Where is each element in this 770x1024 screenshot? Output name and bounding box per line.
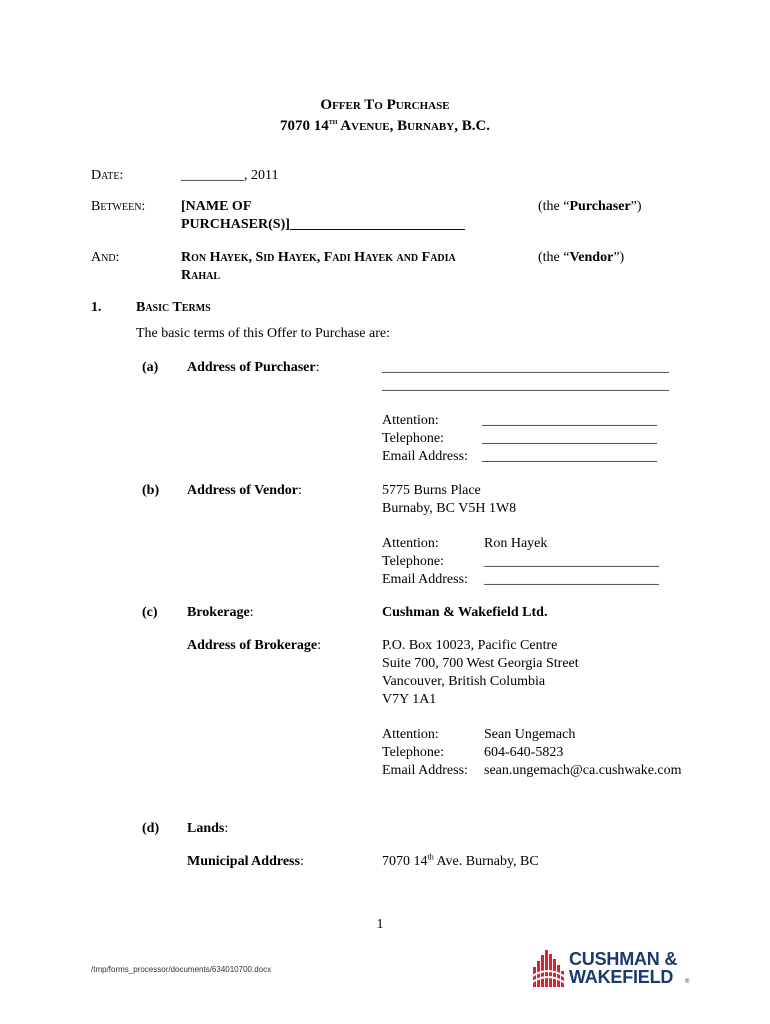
- vendor-attention-value: Ron Hayek: [484, 536, 548, 551]
- purchaser-role-pre: (the “: [538, 199, 570, 214]
- date-value: _________, 2011: [181, 168, 279, 183]
- brokerage-address-label: [187, 637, 321, 655]
- item-a-colon: :: [315, 360, 320, 375]
- brokerage-email-label: Email Address:: [382, 763, 468, 778]
- purchaser-attention-field[interactable]: _________________________: [482, 413, 657, 428]
- purchaser-role-term: Purchaser: [569, 199, 631, 214]
- item-c-label-text: Brokerage: [187, 605, 250, 620]
- municipal-number: 7070 14: [382, 854, 428, 869]
- brokerage-name: Cushman & Wakefield Ltd.: [382, 605, 548, 620]
- item-d-marker: (d): [142, 821, 160, 836]
- vendor-names-line2: Rahal: [181, 268, 221, 283]
- item-b-label: [187, 482, 302, 500]
- purchaser-address-line2[interactable]: _________________________________________: [382, 378, 669, 393]
- municipal-address-label-text: Municipal Address: [187, 854, 300, 869]
- logo-line2: WAKEFIELD: [569, 967, 674, 987]
- municipal-address-value: [382, 853, 539, 871]
- company-logo: [531, 947, 696, 989]
- item-b-marker: (b): [142, 483, 160, 498]
- municipal-rest: Ave. Burnaby, BC: [433, 854, 539, 869]
- document-subtitle: [0, 117, 770, 135]
- brokerage-telephone-value: 604-640-5823: [484, 745, 564, 760]
- vendor-role-pre: (the “: [538, 250, 570, 265]
- vendor-names-line1: Ron Hayek, Sid Hayek, Fadi Hayek and Fadia: [181, 250, 456, 265]
- subtitle-rest: Avenue, Burnaby, B.C.: [337, 118, 491, 134]
- item-b-label-text: Address of Vendor: [187, 483, 298, 498]
- brokerage-attention-label: Attention:: [382, 727, 439, 742]
- section-intro: The basic terms of this Offer to Purchase are:: [136, 326, 390, 341]
- item-a-label: [187, 359, 319, 377]
- purchaser-telephone-field[interactable]: _________________________: [482, 431, 657, 446]
- item-c-label: [187, 604, 254, 622]
- brokerage-email-value: sean.ungemach@ca.cushwake.com: [484, 763, 682, 778]
- subtitle-superscript: th: [328, 117, 338, 126]
- vendor-attention-label: Attention:: [382, 536, 439, 551]
- item-b-colon: :: [298, 483, 302, 498]
- logo-registered-mark: ®: [685, 979, 690, 985]
- between-label: Between:: [91, 199, 146, 214]
- purchaser-name-line2: PURCHASER(S)]_________________________: [181, 217, 465, 232]
- vendor-email-label: Email Address:: [382, 572, 468, 587]
- purchaser-address-line1[interactable]: _________________________________________: [382, 360, 669, 375]
- municipal-address-colon: :: [299, 854, 304, 869]
- item-c-marker: (c): [142, 605, 158, 620]
- vendor-address-line2: Burnaby, BC V5H 1W8: [382, 501, 517, 516]
- item-d-label: [187, 820, 228, 838]
- and-label: And:: [91, 250, 120, 265]
- brokerage-attention-value: Sean Ungemach: [484, 727, 576, 742]
- brokerage-address-line3: Vancouver, British Columbia: [382, 674, 546, 689]
- logo-line1: CUSHMAN &: [569, 949, 678, 969]
- municipal-superscript: th: [427, 852, 434, 862]
- vendor-telephone-field[interactable]: _________________________: [484, 554, 659, 569]
- purchaser-email-field[interactable]: _________________________: [482, 449, 657, 464]
- item-d-label-text: Lands: [187, 821, 225, 836]
- brokerage-address-line4: V7Y 1A1: [382, 692, 437, 707]
- purchaser-role-post: ”): [630, 199, 642, 214]
- date-label: Date:: [91, 168, 124, 183]
- vendor-address-line1: 5775 Burns Place: [382, 483, 481, 498]
- brokerage-address-line2: Suite 700, 700 West Georgia Street: [382, 656, 579, 671]
- purchaser-telephone-label: Telephone:: [382, 431, 444, 446]
- purchaser-role: [538, 198, 642, 216]
- vendor-email-field[interactable]: _________________________: [484, 572, 659, 587]
- subtitle-number: 7070 14: [279, 118, 329, 134]
- brokerage-address-colon: :: [317, 638, 322, 653]
- logo-building-icon: [531, 947, 565, 989]
- section-number: 1.: [91, 300, 102, 315]
- document-title: Offer To Purchase: [320, 97, 450, 113]
- purchaser-name-line1: [NAME OF: [181, 199, 252, 214]
- vendor-role: [538, 249, 624, 267]
- brokerage-address-label-text: Address of Brokerage: [187, 638, 318, 653]
- vendor-role-post: ”): [613, 250, 625, 265]
- section-heading: Basic Terms: [136, 300, 211, 315]
- purchaser-attention-label: Attention:: [382, 413, 439, 428]
- page-number: 1: [376, 917, 384, 932]
- file-path: /tmp/forms_processor/documents/634010700.docx: [91, 965, 272, 974]
- vendor-role-term: Vendor: [569, 250, 614, 265]
- brokerage-telephone-label: Telephone:: [382, 745, 444, 760]
- item-a-marker: (a): [142, 360, 159, 375]
- vendor-telephone-label: Telephone:: [382, 554, 444, 569]
- item-d-colon: :: [224, 821, 229, 836]
- purchaser-email-label: Email Address:: [382, 449, 468, 464]
- municipal-address-label: [187, 853, 304, 871]
- item-a-label-text: Address of Purchaser: [187, 360, 316, 375]
- brokerage-address-line1: P.O. Box 10023, Pacific Centre: [382, 638, 558, 653]
- item-c-colon: :: [249, 605, 254, 620]
